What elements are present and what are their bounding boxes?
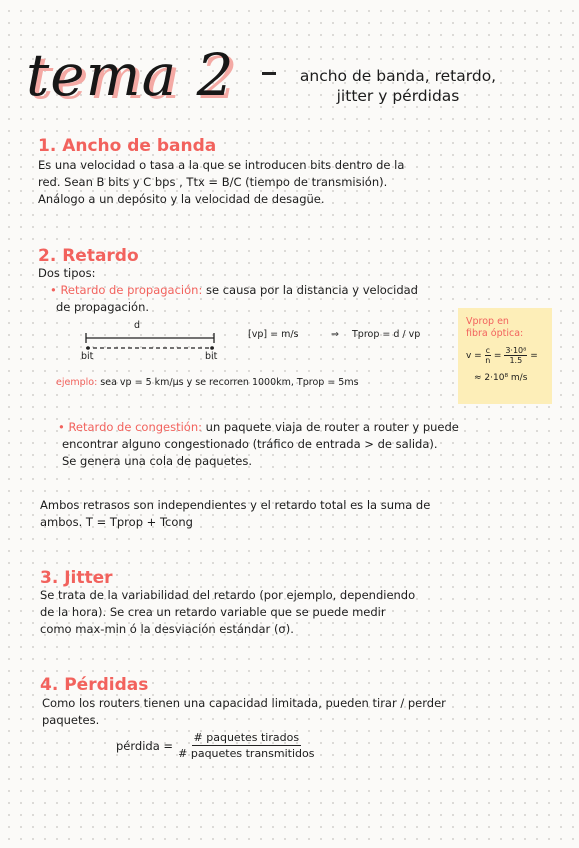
loss-formula-label: pérdida = xyxy=(116,739,174,753)
bullet-congestion-line2: encontrar alguno congestionado (tráfico de entrada > de salida). xyxy=(62,437,438,451)
c-over-n-fraction xyxy=(485,346,491,365)
propagation-example xyxy=(56,377,359,389)
bit-dot-right xyxy=(210,346,214,350)
implies-arrow: ⇒ xyxy=(331,329,339,340)
retardo-summary xyxy=(40,497,550,531)
body-line: Se trata de la variabilidad del retardo (por ejemplo, dependiendo xyxy=(40,588,416,602)
value-fraction xyxy=(504,346,527,365)
section-heading-retardo: 2. Retardo xyxy=(38,246,139,266)
bullet-text: un paquete viaja de router a router y puede xyxy=(202,420,459,434)
loss-formula xyxy=(116,730,314,761)
body-line: red. Sean B bits y C bps , Ttx = B/C (tiempo de transmisión). xyxy=(38,175,388,189)
note-equals: = xyxy=(493,351,502,361)
note-title-line1: Vprop en xyxy=(466,316,509,327)
note-equals-2: = xyxy=(530,351,538,361)
body-line: Como los routers tienen una capacidad limitada, pueden tirar / perder xyxy=(42,696,446,710)
page-subtitle xyxy=(298,66,498,106)
note-v-prefix: v = xyxy=(466,351,482,361)
example-label: ejemplo: xyxy=(56,377,98,388)
fraction-numerator: 3·10⁸ xyxy=(505,346,527,355)
bullet-congestion-line3: Se genera una cola de paquetes. xyxy=(62,454,253,468)
bit-label-left: bit xyxy=(81,351,94,362)
body-line: Ambos retrasos son independientes y el retardo total es la suma de xyxy=(40,498,431,512)
example-text: sea vp = 5 km/μs y se recorren 1000km, Tprop = 5ms xyxy=(97,377,359,388)
fraction-denominator: 1.5 xyxy=(509,356,523,365)
title-dash xyxy=(262,72,276,75)
section-heading-jitter: 3. Jitter xyxy=(40,568,113,588)
vp-units: [vp] = m/s xyxy=(248,329,299,340)
distance-label: d xyxy=(134,320,141,331)
bullet-propagacion-line2: de propagación. xyxy=(56,300,150,314)
note-title-line2: fibra óptica: xyxy=(466,328,524,339)
section-body-ancho-de-banda xyxy=(38,157,548,208)
note-formula xyxy=(466,346,550,365)
fraction-numerator: c xyxy=(485,346,491,355)
fiber-note-content xyxy=(466,316,550,385)
fraction-denominator: n xyxy=(485,356,491,365)
bullet-term: • Retardo de propagación: xyxy=(50,283,203,297)
subtitle-line-2: jitter y pérdidas xyxy=(336,87,460,105)
bullet-text: se causa por la distancia y velocidad xyxy=(202,283,418,297)
bullet-term: • Retardo de congestión: xyxy=(58,420,203,434)
page-title: tema 2 xyxy=(26,41,235,109)
body-line: de la hora). Se crea un retardo variable que se puede medir xyxy=(40,605,386,619)
bullet-congestion xyxy=(58,419,538,436)
bit-dot-left xyxy=(86,346,90,350)
fraction-denominator: # paquetes transmitidos xyxy=(178,747,315,760)
body-line: Análogo a un depósito y la velocidad de desagüe. xyxy=(38,192,325,206)
body-line: ambos. T = Tprop + Tcong xyxy=(40,515,193,529)
bit-label-right: bit xyxy=(205,351,218,362)
section-intro: Dos tipos: xyxy=(38,266,96,280)
body-line: como max-min ó la desviación estándar (σ). xyxy=(40,622,294,636)
bullet-propagacion xyxy=(50,282,540,299)
note-result: ≈ 2·10⁸ m/s xyxy=(474,373,528,383)
tprop-formula: Tprop = d / vp xyxy=(352,329,421,340)
subtitle-line-1: ancho de banda, retardo, xyxy=(299,67,497,85)
body-line: Es una velocidad o tasa a la que se introducen bits dentro de la xyxy=(38,158,405,172)
body-line: paquetes. xyxy=(42,713,100,727)
section-heading-ancho-de-banda: 1. Ancho de banda xyxy=(38,136,217,156)
loss-fraction xyxy=(178,730,314,761)
section-heading-perdidas: 4. Pérdidas xyxy=(40,675,149,695)
section-body-perdidas xyxy=(42,695,552,729)
section-body-jitter xyxy=(40,587,550,638)
fraction-numerator: # paquetes tirados xyxy=(193,731,300,744)
